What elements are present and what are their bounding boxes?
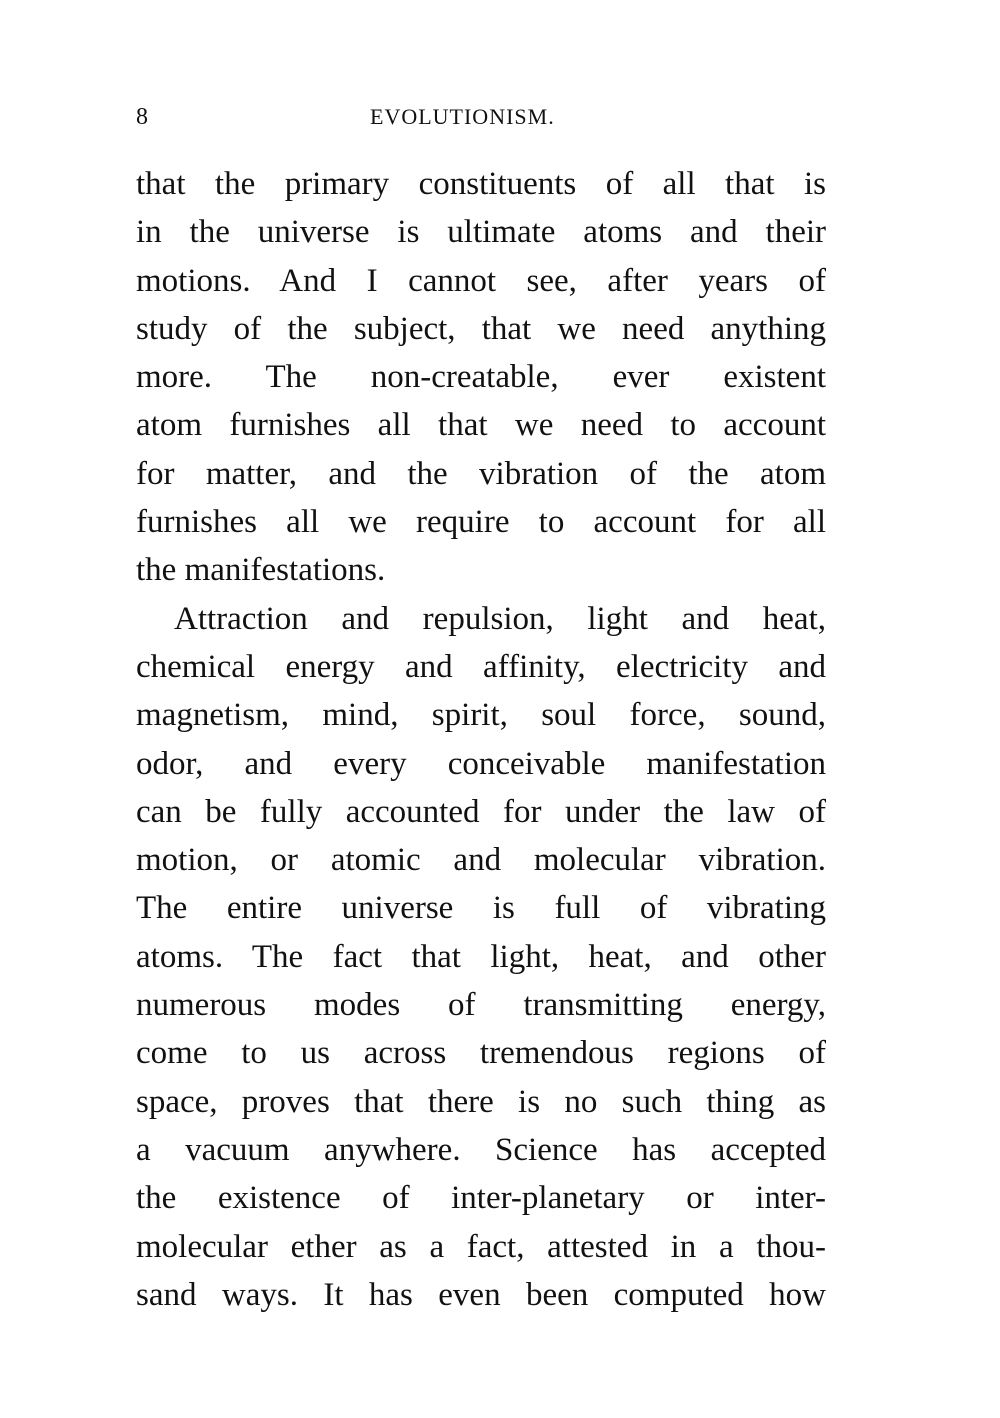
text-line: The entire universe is full of vibrating [136,890,826,927]
text-line: the existence of inter-planetary or inter- [136,1180,826,1217]
text-line: for matter, and the vibration of the atom [136,455,826,492]
text-line: come to us across tremendous regions of [136,1035,826,1072]
text-line: molecular ether as a fact, attested in a thou- [136,1228,826,1265]
page-number: 8 [136,104,148,130]
text-line: magnetism, mind, spirit, soul force, sound, [136,697,826,734]
running-head: EVOLUTIONISM. [370,104,555,129]
body-text [136,160,826,1319]
text-line: motions. And I cannot see, after years of [136,262,826,299]
text-line: Attraction and repulsion, light and heat, [174,600,826,637]
page-header [136,104,826,140]
text-line: a vacuum anywhere. Science has accepted [136,1131,826,1168]
text-line: atoms. The fact that light, heat, and other [136,938,826,975]
text-line: furnishes all we require to account for all [136,504,826,541]
text-line: space, proves that there is no such thing as [136,1083,826,1120]
text-line: in the universe is ultimate atoms and their [136,214,826,251]
text-line: odor, and every conceivable manifestation [136,745,826,782]
text-line: that the primary constituents of all that is [136,166,826,202]
text-line: study of the subject, that we need anything [136,310,826,347]
text-line: chemical energy and affinity, electricity and [136,648,826,685]
text-line: numerous modes of transmitting energy, [136,987,826,1024]
text-line: more. The non-creatable, ever existent [136,359,826,396]
text-line: sand ways. It has even been computed how [136,1276,826,1313]
text-line: can be fully accounted for under the law of [136,793,826,830]
text-line: the manifestations. [136,552,386,589]
text-line: motion, or atomic and molecular vibration. [136,842,826,879]
text-line: atom furnishes all that we need to account [136,407,826,444]
